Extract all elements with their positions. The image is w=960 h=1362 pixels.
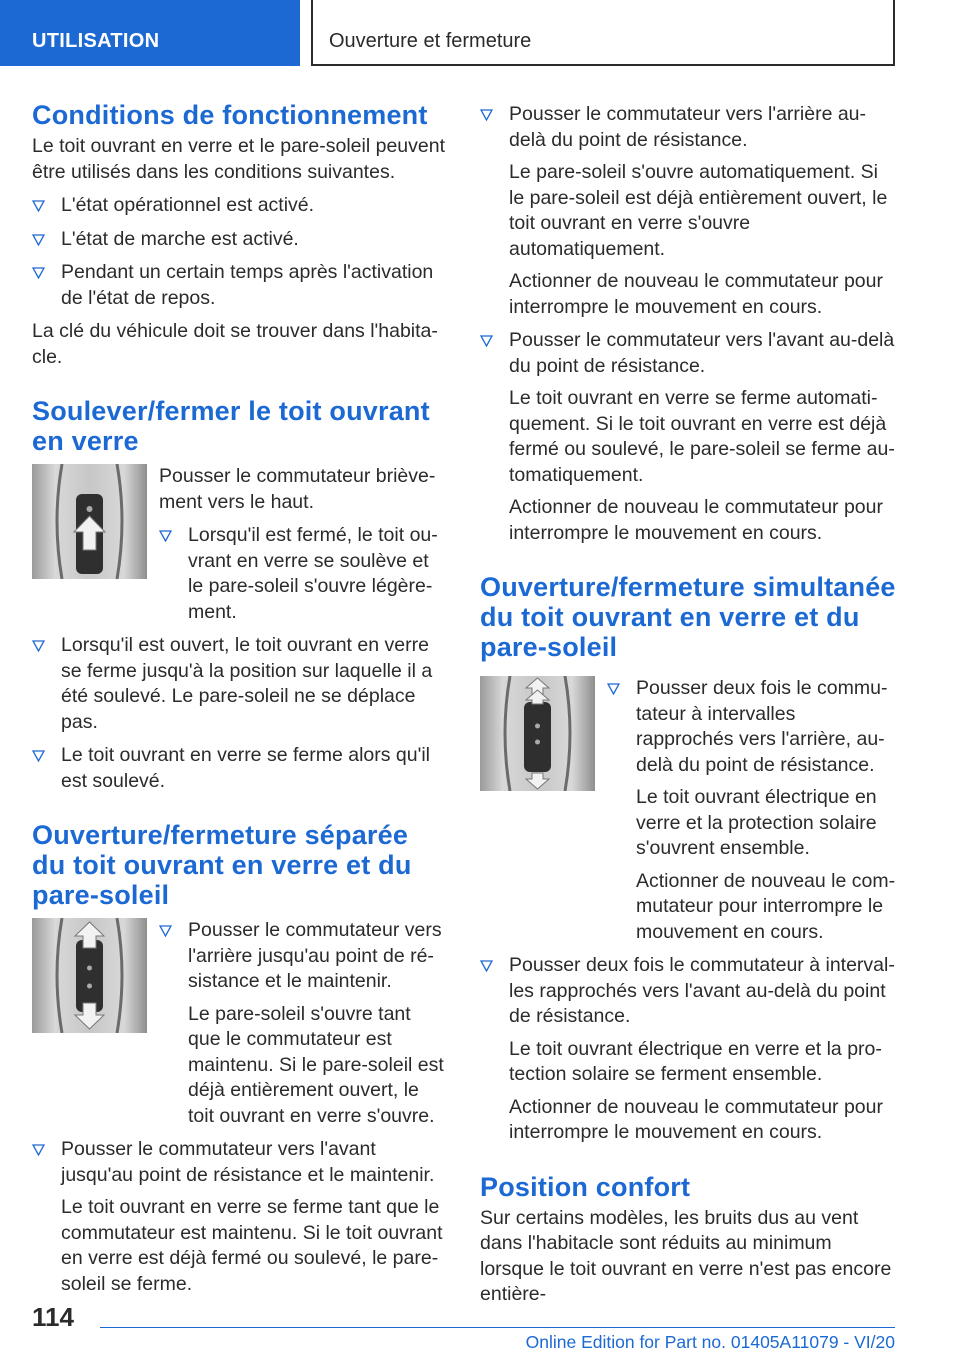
list-item	[480, 953, 896, 1146]
separate-list-continued	[480, 102, 896, 546]
separate-list	[32, 1137, 448, 1297]
conditions-intro: Le toit ouvrant en verre et le pare-soleil peuvent être utilisés dans les conditions suivantes.	[32, 135, 445, 183]
list-item	[159, 523, 448, 625]
simultaneous-figure-row	[480, 676, 896, 945]
list-item-detail: Le toit ouvrant en verre se ferme automatiquement. Si le toit ouvrant en verre est déjà fermé ou soulevé, le pare-soleil se ferme automatiquement.	[509, 387, 895, 486]
bullet-triangle-icon	[480, 335, 493, 347]
list-item-detail: Actionner de nouveau le commutateur pour interrompre le mouvement en cours.	[509, 496, 883, 544]
separate-figure-row	[32, 918, 448, 1129]
list-item-text: Lorsqu'il est fermé, le toit ouvrant en verre se soulève et le pare-soleil s'ouvre légèrement.	[188, 524, 438, 623]
list-item-text: Pousser le commutateur vers l'avant jusqu'au point de résistance et le maintenir.	[61, 1138, 435, 1186]
bullet-triangle-icon	[32, 1144, 45, 1156]
bullet-triangle-icon	[607, 683, 620, 695]
bullet-triangle-icon	[480, 109, 493, 121]
comfort-text: Sur certains modèles, les bruits dus au vent dans l'habitacle sont réduits au minimum lorsque le toit ouvrant en verre n'est pas encore entière-	[480, 1206, 892, 1305]
heading-conditions: Conditions de fonctionnement	[32, 100, 428, 130]
switch-tilt-up-figure	[32, 464, 147, 579]
footer-divider	[100, 1327, 895, 1328]
bullet-triangle-icon	[159, 925, 172, 937]
tilt-figure-row	[32, 464, 448, 625]
tilt-instruction: Pousser le commutateur brièvement vers le haut.	[159, 465, 436, 513]
list-item-text: L'état opérationnel est activé.	[61, 194, 315, 216]
heading-separate: Ouverture/fermeture séparée du toit ouvrant en verre et du pare-soleil	[32, 820, 412, 910]
edition-note: Online Edition for Part no. 01405A11079 - VI/20	[525, 1332, 895, 1352]
heading-tilt: Soulever/fermer le toit ouvrant en verre	[32, 396, 430, 456]
left-column	[32, 100, 448, 1297]
list-item-text: Le toit ouvrant en verre se ferme alors qu'il est soulevé.	[61, 744, 430, 792]
page-header	[0, 0, 960, 66]
list-item-text: Pendant un certain temps après l'activation de l'état de repos.	[61, 261, 434, 309]
list-item-text: Pousser deux fois le commutateur à intervalles rapprochés vers l'arrière, au-delà du point de résistance.	[636, 677, 888, 776]
list-item-detail: Actionner de nouveau le commutateur pour interrompre le mouvement en cours.	[509, 270, 883, 318]
bullet-triangle-icon	[32, 640, 45, 652]
tilt-list	[32, 633, 448, 794]
list-item-text: Pousser le commutateur vers l'arrière jusqu'au point de résistance et le maintenir.	[188, 919, 442, 992]
list-item	[32, 743, 448, 794]
section-label: UTILISATION	[0, 0, 300, 66]
list-item-detail: Le toit ouvrant en verre se ferme tant que le commutateur est maintenu. Si le toit ouvrant en verre est déjà fermé ou soulevé, le pare-soleil se ferme.	[61, 1196, 443, 1295]
list-item	[32, 1137, 448, 1297]
list-item-detail: Actionner de nouveau le commutateur pour interrompre le mouvement en cours.	[636, 869, 896, 943]
bullet-triangle-icon	[32, 750, 45, 762]
simultaneous-list	[480, 953, 896, 1146]
heading-comfort: Position confort	[480, 1171, 691, 1202]
bullet-triangle-icon	[480, 960, 493, 972]
list-item	[32, 193, 448, 219]
chapter-label: Ouverture et fermeture	[311, 0, 895, 66]
list-item-detail: Le toit ouvrant électrique en verre et la protection solaire s'ouvrent ensemble.	[636, 786, 877, 859]
list-item	[159, 918, 448, 1129]
list-item-text: Pousser deux fois le commutateur à intervalles rapprochés vers l'avant au-delà du point de résistance.	[509, 954, 895, 1027]
bullet-triangle-icon	[32, 234, 45, 246]
tilt-figure-text	[159, 464, 448, 625]
list-item-text: Lorsqu'il est ouvert, le toit ouvrant en verre se ferme jusqu'à la position sur laquelle il a été soulevé. Le pare-soleil ne se déplace pas.	[61, 634, 433, 733]
list-item-text: Pousser le commutateur vers l'arrière au-delà du point de résistance.	[509, 103, 867, 151]
list-item	[607, 676, 896, 945]
list-item-detail: Le pare-soleil s'ouvre tant que le commutateur est maintenu. Si le pare-soleil est déjà entièrement ouvert, le toit ouvrant en verre s'ouvre.	[188, 1002, 444, 1127]
list-item-detail: Actionner de nouveau le commutateur pour interrompre le mouvement en cours.	[509, 1095, 883, 1143]
bullet-triangle-icon	[32, 267, 45, 279]
right-column	[480, 100, 896, 1308]
list-item	[480, 102, 896, 320]
bullet-triangle-icon	[32, 200, 45, 212]
heading-simultaneous: Ouverture/fermeture simultanée du toit ouvrant en verre et du pare-soleil	[480, 572, 896, 662]
list-item-detail: Le pare-soleil s'ouvre automatiquement. Si le pare-soleil est déjà entièrement ouvert, le toit ouvrant en verre s'ouvre automatiquement.	[509, 161, 888, 260]
page-footer	[0, 1296, 960, 1362]
list-item-text: L'état de marche est activé.	[61, 227, 299, 250]
conditions-list	[32, 193, 448, 311]
page-number: 114	[32, 1302, 74, 1332]
list-item	[32, 633, 448, 735]
switch-open-close-figure	[32, 918, 147, 1033]
list-item-detail: Le toit ouvrant électrique en verre et la protection solaire se ferment ensemble.	[509, 1037, 882, 1085]
list-item	[480, 328, 896, 546]
list-item	[32, 260, 448, 311]
simultaneous-figure-text	[607, 676, 896, 945]
bullet-triangle-icon	[159, 530, 172, 542]
key-note: La clé du véhicule doit se trouver dans l'habitacle.	[32, 320, 438, 368]
list-item	[32, 227, 448, 253]
list-item-text: Pousser le commutateur vers l'avant au-delà du point de résistance.	[509, 329, 895, 377]
switch-double-push-figure	[480, 676, 595, 791]
separate-figure-text	[159, 918, 448, 1129]
